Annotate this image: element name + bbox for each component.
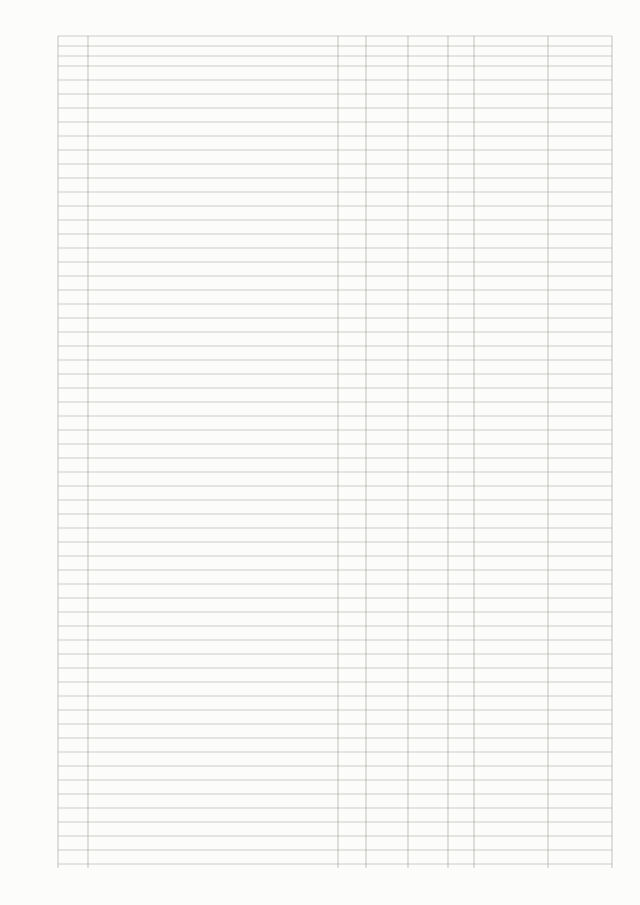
page-number [300, 872, 340, 886]
